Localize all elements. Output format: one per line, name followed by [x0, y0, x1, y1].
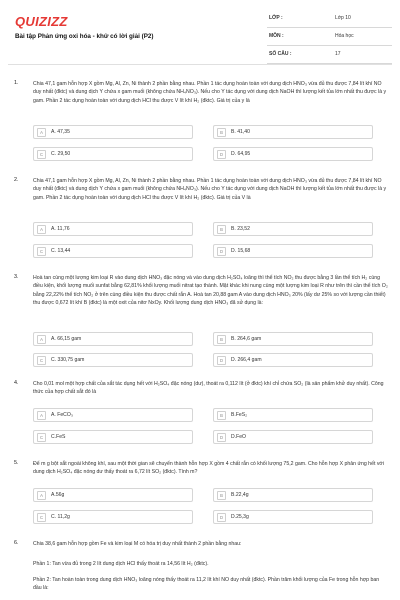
option-a[interactable] [33, 408, 193, 422]
option-c[interactable] [33, 430, 193, 444]
option-letter: D [217, 247, 226, 256]
option-letter: B [217, 225, 226, 234]
option-d[interactable] [213, 147, 373, 161]
option-letter: C [37, 433, 46, 442]
option-text: C. 29,50 [51, 150, 71, 157]
quizizz-logo: QUIZIZZ [15, 14, 68, 29]
option-text: D.FeO [231, 433, 247, 440]
option-letter: D [217, 150, 226, 159]
option-letter: A [37, 128, 46, 137]
question-number: 6. [14, 540, 19, 546]
option-b[interactable] [213, 125, 373, 139]
page-header [0, 0, 400, 62]
option-letter: B [217, 491, 226, 500]
question-text: Cho 0,01 mol một hợp chất của sắt tác dụng hết với H₂SO₄ đặc nóng (dư), thoát ra 0,112 lít (ở đktc) khí chỉ chứa SO₂ (là sản phẩm khử duy nhất). Công thức của hợp chất sắt đó là [33, 381, 384, 396]
option-text: B. 264,6 gam [231, 335, 262, 342]
option-letter: A [37, 225, 46, 234]
option-c[interactable] [33, 244, 193, 258]
question-text: Hoà tan cùng một lượng kim loại R vào dung dịch HNO₃ đặc nóng và vào dung dịch H₂SO₄ loãng thì thể tích NO₂ thu được bằng 3 lần thể tích H₂ cùng điều kiện, khối lượng muối sunfat bằng 62,81% khối lượng muối nitrat tạo thành. Mặt khác khi nung cùng một lượng kim loại R như trên thì cần thể tích O₂ bằng 22,22% thể tích NO₂ ở trên cùng điều kiện thu được chất rắn A. Hoà tan 20,88 gam A vào dung dịch HNO₃ 20% (lấy dư 25% so với lượng cần thiết) thu được 0,672 lít khí B (đktc) là một oxit của nitơ NxOy. Khối lượng dung dịch HNO₃ đã sử dụng là: [33, 275, 388, 307]
option-letter: C [37, 150, 46, 159]
meta-value: 17 [335, 51, 341, 57]
option-text: D.25,3g [231, 513, 249, 520]
option-letter: B [217, 128, 226, 137]
meta-label: LỚP : [269, 15, 283, 21]
option-text: B.22,4g [231, 491, 249, 498]
question-number: 2. [14, 177, 19, 183]
option-d[interactable] [213, 244, 373, 258]
question-part-1: Phần 1: Tan vừa đủ trong 2 lít dung dịch HCl thấy thoát ra 14,56 lít H₂ (đktc). [33, 561, 209, 567]
option-c[interactable] [33, 510, 193, 524]
question-text: Chia 47,1 gam hỗn hợp X gồm Mg, Al, Zn, Ni thành 2 phần bằng nhau. Phần 1 tác dụng hoàn toàn với dung dịch HNO₃ vừa đủ thu được 7,84 lít khí NO duy nhất (đktc) và dung dịch Y chứa x gam muối (không chứa NH₄NO₃). Nếu cho Y tác dụng với dung dịch NaOH thì lượng kết tủa lớn nhất thu được là y gam. Phần 2 tác dụng hoàn toàn với dung dịch HCl thu được V lít khí H₂ (đktc). Giá trị của V là [33, 178, 387, 201]
option-b[interactable] [213, 408, 373, 422]
meta-panel [267, 12, 392, 66]
meta-value: Hóa học [335, 33, 354, 39]
option-letter: A [37, 335, 46, 344]
option-text: C. 330,75 gam [51, 356, 85, 363]
option-a[interactable] [33, 332, 193, 346]
option-d[interactable] [213, 510, 373, 524]
option-letter: A [37, 411, 46, 420]
meta-value: Lớp 10 [335, 15, 351, 21]
meta-question-count [267, 48, 392, 64]
option-a[interactable] [33, 488, 193, 502]
option-c[interactable] [33, 353, 193, 367]
question-text: Chia 47,1 gam hỗn hợp X gồm Mg, Al, Zn, Ni thành 2 phần bằng nhau. Phần 1 tác dụng hoàn toàn với dung dịch HNO₃ vừa đủ thu được 7,84 lít khí NO duy nhất (đktc) và dung dịch Y chứa x gam muối (không chứa NH₄NO₃). Nếu cho Y tác dụng với dung dịch NaOH thì lượng kết tủa lớn nhất thu được là y gam. Phần 2 tác dụng hoàn toàn với dung dịch HCl thu được V lít khí H₂ (đktc). Giá trị của y là [33, 81, 387, 104]
question-text: Để m g bột sắt ngoài không khí, sau một thời gian sẽ chuyển thành hỗn hợp X gồm 4 chất rắn có khối lượng 75,2 gam. Cho hỗn hợp X phản ứng hết với dung dịch H₂SO₄ đặc nóng dư thấy thoát ra 6,72 lít SO₂ (đktc). Tính m? [33, 461, 384, 476]
option-text: A. 11,76 [51, 225, 70, 232]
option-b[interactable] [213, 332, 373, 346]
meta-subject [267, 30, 392, 46]
option-letter: C [37, 356, 46, 365]
question-number: 1. [14, 80, 19, 86]
option-d[interactable] [213, 430, 373, 444]
option-a[interactable] [33, 125, 193, 139]
option-text: C. 11,2g [51, 513, 70, 520]
option-text: A.56g [51, 491, 65, 498]
option-letter: C [37, 247, 46, 256]
option-text: D. 266,4 gam [231, 356, 262, 363]
option-text: B.FeS₂ [231, 411, 248, 418]
option-text: A. 66,15 gam [51, 335, 82, 342]
question-text: Chia 38,6 gam hỗn hợp gồm Fe và kim loại M có hóa trị duy nhất thành 2 phần bằng nhau: [33, 541, 242, 547]
option-d[interactable] [213, 353, 373, 367]
option-letter: B [217, 411, 226, 420]
option-letter: D [217, 433, 226, 442]
question-number: 5. [14, 460, 19, 466]
question-part-2: Phần 2: Tan hoàn toàn trong dung dịch HNO₃ loãng nóng thấy thoát ra 11,2 lít khí NO duy nhất (đktc). Phần trăm khối lượng của Fe trong hỗn hợp ban đầu là: [33, 577, 380, 592]
meta-grade [267, 12, 392, 28]
option-text: B. 23,52 [231, 225, 250, 232]
option-letter: C [37, 513, 46, 522]
option-a[interactable] [33, 222, 193, 236]
option-b[interactable] [213, 488, 373, 502]
meta-label: SỐ CÂU : [269, 51, 292, 57]
option-text: D. 15,68 [231, 247, 251, 254]
option-text: B. 41,40 [231, 128, 250, 135]
meta-label: MÔN : [269, 33, 284, 39]
question-number: 4. [14, 380, 19, 386]
option-letter: A [37, 491, 46, 500]
option-text: C.FeS [51, 433, 66, 440]
page-title: Bài tập Phản ứng oxi hóa - khử có lời giải (P2) [15, 33, 154, 40]
option-letter: D [217, 513, 226, 522]
option-text: C. 13,44 [51, 247, 71, 254]
option-text: A. FeCO₃ [51, 411, 73, 418]
option-text: D. 64,95 [231, 150, 251, 157]
option-letter: B [217, 335, 226, 344]
option-letter: D [217, 356, 226, 365]
option-b[interactable] [213, 222, 373, 236]
option-text: A. 47,35 [51, 128, 70, 135]
question-number: 3. [14, 274, 19, 280]
option-c[interactable] [33, 147, 193, 161]
header-divider [8, 64, 392, 65]
